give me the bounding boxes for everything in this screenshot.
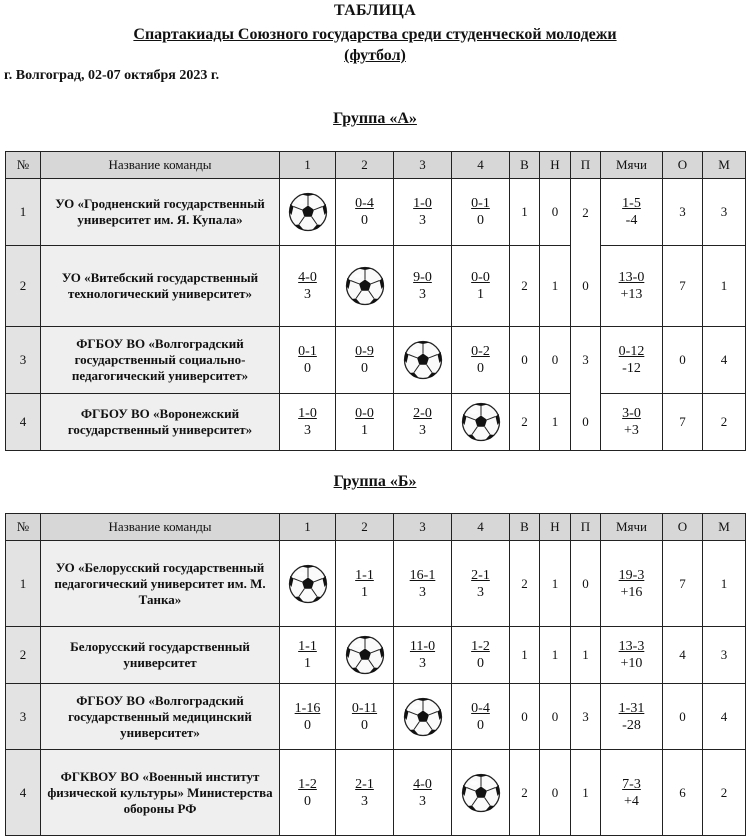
match-cell bbox=[452, 627, 510, 684]
losses-value: 2 bbox=[582, 205, 589, 220]
match-score: 2-0 bbox=[413, 405, 432, 421]
place-cell: 3 bbox=[703, 179, 746, 246]
table-row bbox=[6, 750, 746, 836]
match-score: 4-0 bbox=[413, 776, 432, 792]
losses-cell: 1 bbox=[571, 750, 601, 836]
match-cell bbox=[394, 627, 452, 684]
draws-cell: 1 bbox=[540, 393, 571, 450]
losses-cell: 3 bbox=[571, 684, 601, 750]
match-cell bbox=[280, 393, 336, 450]
soccer-ball-icon bbox=[345, 635, 385, 675]
wins-cell: 2 bbox=[510, 246, 540, 327]
col-header-2: 2 bbox=[336, 514, 394, 541]
group-a-table bbox=[5, 151, 746, 451]
col-header-2: 2 bbox=[336, 152, 394, 179]
match-score: 0-11 bbox=[351, 700, 378, 716]
table-row bbox=[6, 327, 746, 394]
match-cell bbox=[394, 246, 452, 327]
col-header-goals: Мячи bbox=[601, 152, 663, 179]
col-header-num: № bbox=[6, 152, 41, 179]
draws-cell: 0 bbox=[540, 327, 571, 394]
match-points: 3 bbox=[303, 422, 311, 438]
wins-cell: 0 bbox=[510, 684, 540, 750]
doc-place-date: г. Волгоград, 02-07 октября 2023 г. bbox=[4, 68, 220, 83]
match-points: 0 bbox=[476, 656, 484, 671]
match-points: 0 bbox=[360, 213, 368, 229]
place-cell: 4 bbox=[703, 684, 746, 750]
match-score: 0-0 bbox=[471, 270, 490, 286]
goals-diff: -4 bbox=[625, 213, 638, 229]
draws-cell: 1 bbox=[540, 541, 571, 627]
place-cell: 3 bbox=[703, 627, 746, 684]
draws-cell: 0 bbox=[540, 750, 571, 836]
match-points: 1 bbox=[360, 584, 368, 600]
col-header-losses: П bbox=[571, 514, 601, 541]
team-name: УО «Витебский государственный технологический университет» bbox=[41, 246, 280, 327]
soccer-ball-icon bbox=[403, 340, 443, 380]
soccer-ball-icon bbox=[461, 773, 501, 813]
doc-subtitle bbox=[0, 24, 750, 66]
points-cell: 7 bbox=[663, 541, 703, 627]
self-match-cell bbox=[336, 627, 394, 684]
losses-value: 0 bbox=[582, 414, 589, 429]
match-points: 1 bbox=[360, 422, 368, 438]
goals-score: 1-31 bbox=[618, 700, 645, 716]
match-score: 0-2 bbox=[471, 343, 490, 359]
match-cell bbox=[394, 541, 452, 627]
goals-diff: -12 bbox=[622, 360, 641, 376]
team-name: ФГБОУ ВО «Волгоградский государственный социально-педагогический университет» bbox=[41, 327, 280, 394]
wins-cell: 1 bbox=[510, 179, 540, 246]
doc-title: ТАБЛИЦА bbox=[333, 2, 417, 19]
team-name: ФГБОУ ВО «Воронежский государственный университет» bbox=[41, 393, 280, 450]
goals-score: 1-5 bbox=[622, 196, 641, 212]
team-name: ФГБОУ ВО «Волгоградский государственный медицинский университет» bbox=[41, 684, 280, 750]
wins-cell: 1 bbox=[510, 627, 540, 684]
goals-diff: +10 bbox=[620, 656, 643, 671]
col-header-goals: Мячи bbox=[601, 514, 663, 541]
goals-cell bbox=[601, 246, 663, 327]
match-cell bbox=[280, 627, 336, 684]
points-cell: 7 bbox=[663, 246, 703, 327]
match-points: 0 bbox=[303, 793, 311, 809]
goals-cell bbox=[601, 541, 663, 627]
match-score: 16-1 bbox=[409, 567, 436, 583]
match-score: 0-4 bbox=[471, 700, 490, 716]
table-row bbox=[6, 627, 746, 684]
wins-cell: 2 bbox=[510, 541, 540, 627]
col-header-wins: В bbox=[510, 152, 540, 179]
goals-diff: -28 bbox=[622, 717, 641, 733]
team-number: 1 bbox=[6, 179, 41, 246]
col-header-name: Название команды bbox=[41, 514, 280, 541]
draws-cell: 1 bbox=[540, 627, 571, 684]
team-number: 4 bbox=[6, 393, 41, 450]
match-points: 1 bbox=[303, 656, 311, 671]
match-score: 1-16 bbox=[294, 700, 321, 716]
col-header-name: Название команды bbox=[41, 152, 280, 179]
goals-cell bbox=[601, 327, 663, 394]
match-score: 4-0 bbox=[298, 270, 317, 286]
match-cell bbox=[336, 327, 394, 394]
place-cell: 4 bbox=[703, 327, 746, 394]
match-score: 9-0 bbox=[413, 270, 432, 286]
losses-value: 3 bbox=[582, 352, 589, 367]
match-points: 0 bbox=[360, 360, 368, 376]
match-cell bbox=[394, 179, 452, 246]
col-header-4: 4 bbox=[452, 152, 510, 179]
team-name: ФГКВОУ ВО «Военный институт физической культуры» Министерства обороны РФ bbox=[41, 750, 280, 836]
col-header-place: М bbox=[703, 152, 746, 179]
col-header-4: 4 bbox=[452, 514, 510, 541]
match-points: 0 bbox=[476, 360, 484, 376]
goals-cell bbox=[601, 684, 663, 750]
match-cell bbox=[394, 750, 452, 836]
match-cell bbox=[452, 179, 510, 246]
match-score: 1-0 bbox=[413, 196, 432, 212]
goals-score: 3-0 bbox=[622, 405, 641, 421]
self-match-cell bbox=[280, 541, 336, 627]
col-header-num: № bbox=[6, 514, 41, 541]
match-points: 3 bbox=[418, 287, 426, 303]
match-score: 2-1 bbox=[471, 567, 490, 583]
team-number: 2 bbox=[6, 627, 41, 684]
self-match-cell bbox=[394, 327, 452, 394]
match-points: 3 bbox=[418, 584, 426, 600]
col-header-points: О bbox=[663, 514, 703, 541]
doc-subtitle-line2: (футбол) bbox=[344, 47, 406, 64]
match-score: 0-4 bbox=[355, 196, 374, 212]
table-row bbox=[6, 179, 746, 246]
col-header-wins: В bbox=[510, 514, 540, 541]
table-header-row bbox=[6, 514, 746, 541]
match-score: 0-1 bbox=[298, 343, 317, 359]
points-cell: 3 bbox=[663, 179, 703, 246]
wins-cell: 2 bbox=[510, 393, 540, 450]
match-points: 3 bbox=[418, 422, 426, 438]
team-number: 4 bbox=[6, 750, 41, 836]
match-cell bbox=[280, 246, 336, 327]
match-cell bbox=[336, 541, 394, 627]
draws-cell: 0 bbox=[540, 684, 571, 750]
points-cell: 6 bbox=[663, 750, 703, 836]
team-name: УО «Белорусский государственный педагогический университет им. М. Танка» bbox=[41, 541, 280, 627]
goals-score: 7-3 bbox=[622, 776, 641, 792]
doc-subtitle-line1: Спартакиады Союзного государства среди студенческой молодежи bbox=[133, 26, 617, 43]
match-score: 1-2 bbox=[298, 776, 317, 792]
self-match-cell bbox=[280, 179, 336, 246]
col-header-1: 1 bbox=[280, 152, 336, 179]
group-b-title: Группа «Б» bbox=[333, 473, 417, 490]
match-points: 3 bbox=[476, 584, 484, 600]
match-points: 3 bbox=[418, 213, 426, 229]
soccer-ball-icon bbox=[461, 402, 501, 442]
match-cell bbox=[280, 684, 336, 750]
points-cell: 0 bbox=[663, 327, 703, 394]
match-cell bbox=[452, 327, 510, 394]
points-cell: 0 bbox=[663, 684, 703, 750]
place-cell: 1 bbox=[703, 541, 746, 627]
goals-cell bbox=[601, 627, 663, 684]
match-cell bbox=[280, 750, 336, 836]
goals-cell bbox=[601, 179, 663, 246]
self-match-cell bbox=[394, 684, 452, 750]
losses-value: 0 bbox=[582, 278, 589, 293]
losses-cell: 0 bbox=[571, 541, 601, 627]
team-number: 3 bbox=[6, 327, 41, 394]
team-number: 2 bbox=[6, 246, 41, 327]
goals-score: 13-0 bbox=[618, 270, 645, 286]
col-header-3: 3 bbox=[394, 152, 452, 179]
match-points: 1 bbox=[476, 287, 484, 303]
match-score: 0-0 bbox=[355, 405, 374, 421]
soccer-ball-icon bbox=[288, 564, 328, 604]
goals-diff: +13 bbox=[620, 287, 643, 303]
soccer-ball-icon bbox=[345, 266, 385, 306]
match-points: 3 bbox=[418, 793, 426, 809]
goals-diff: +3 bbox=[624, 422, 639, 438]
match-points: 3 bbox=[419, 656, 426, 671]
match-points: 0 bbox=[476, 213, 484, 229]
losses-cell bbox=[571, 327, 601, 451]
match-cell bbox=[452, 541, 510, 627]
goals-score: 19-3 bbox=[618, 567, 645, 583]
match-points: 0 bbox=[361, 717, 368, 733]
wins-cell: 2 bbox=[510, 750, 540, 836]
match-score: 1-2 bbox=[471, 639, 490, 654]
col-header-points: О bbox=[663, 152, 703, 179]
match-score: 0-1 bbox=[471, 196, 490, 212]
match-score: 2-1 bbox=[355, 776, 374, 792]
match-score: 0-9 bbox=[355, 343, 374, 359]
match-cell bbox=[336, 393, 394, 450]
table-row bbox=[6, 393, 746, 450]
col-header-draws: Н bbox=[540, 152, 571, 179]
match-cell bbox=[336, 750, 394, 836]
match-points: 3 bbox=[303, 287, 311, 303]
table-row bbox=[6, 541, 746, 627]
team-number: 1 bbox=[6, 541, 41, 627]
match-score: 1-1 bbox=[355, 567, 374, 583]
match-points: 3 bbox=[360, 793, 368, 809]
col-header-draws: Н bbox=[540, 514, 571, 541]
soccer-ball-icon bbox=[288, 192, 328, 232]
match-cell bbox=[452, 246, 510, 327]
group-a-title: Группа «А» bbox=[333, 110, 417, 127]
match-cell bbox=[336, 179, 394, 246]
match-points: 0 bbox=[303, 360, 311, 376]
team-name: УО «Гродненский государственный университет им. Я. Купала» bbox=[41, 179, 280, 246]
place-cell: 1 bbox=[703, 246, 746, 327]
losses-cell bbox=[571, 179, 601, 327]
match-points: 0 bbox=[303, 717, 311, 733]
points-cell: 7 bbox=[663, 393, 703, 450]
goals-score: 13-3 bbox=[618, 639, 645, 654]
match-cell bbox=[452, 684, 510, 750]
losses-cell: 1 bbox=[571, 627, 601, 684]
self-match-cell bbox=[336, 246, 394, 327]
match-cell bbox=[280, 327, 336, 394]
soccer-ball-icon bbox=[403, 697, 443, 737]
wins-cell: 0 bbox=[510, 327, 540, 394]
goals-diff: +4 bbox=[624, 793, 639, 809]
match-cell bbox=[394, 393, 452, 450]
team-name: Белорусский государственный университет bbox=[41, 627, 280, 684]
col-header-losses: П bbox=[571, 152, 601, 179]
team-number: 3 bbox=[6, 684, 41, 750]
match-points: 0 bbox=[476, 717, 484, 733]
goals-cell bbox=[601, 393, 663, 450]
place-cell: 2 bbox=[703, 750, 746, 836]
self-match-cell bbox=[452, 750, 510, 836]
col-header-1: 1 bbox=[280, 514, 336, 541]
col-header-place: М bbox=[703, 514, 746, 541]
match-cell bbox=[336, 684, 394, 750]
match-score: 1-1 bbox=[298, 639, 317, 654]
draws-cell: 0 bbox=[540, 179, 571, 246]
self-match-cell bbox=[452, 393, 510, 450]
place-cell: 2 bbox=[703, 393, 746, 450]
points-cell: 4 bbox=[663, 627, 703, 684]
table-header-row bbox=[6, 152, 746, 179]
table-row bbox=[6, 684, 746, 750]
goals-score: 0-12 bbox=[618, 343, 645, 359]
goals-diff: +16 bbox=[620, 584, 643, 600]
group-b-table bbox=[5, 513, 746, 836]
match-score: 11-0 bbox=[409, 639, 436, 654]
draws-cell: 1 bbox=[540, 246, 571, 327]
goals-cell bbox=[601, 750, 663, 836]
match-score: 1-0 bbox=[298, 405, 317, 421]
col-header-3: 3 bbox=[394, 514, 452, 541]
table-row bbox=[6, 246, 746, 327]
